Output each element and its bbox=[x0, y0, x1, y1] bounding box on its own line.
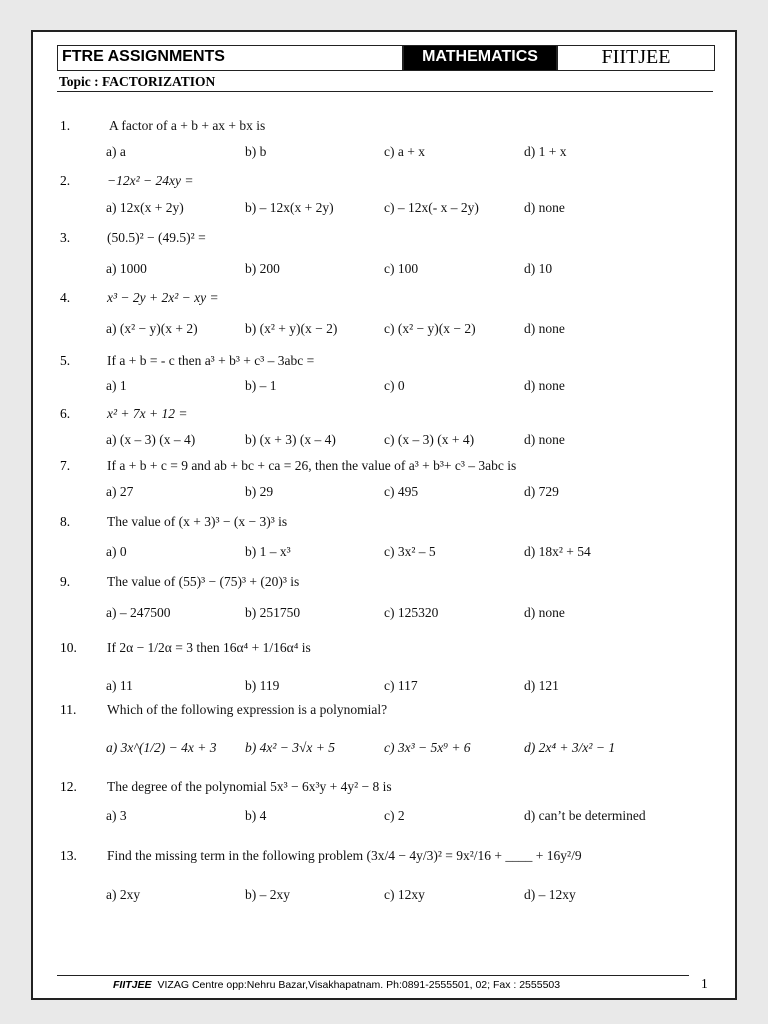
question-number: 8. bbox=[60, 514, 71, 529]
option-b: b) (x + 3) (x – 4) bbox=[245, 432, 336, 447]
option-b: b) (x² + y)(x − 2) bbox=[245, 321, 338, 336]
option-b: b) – 12x(x + 2y) bbox=[245, 200, 334, 215]
question-stem: The value of (x + 3)³ − (x − 3)³ is bbox=[107, 514, 288, 529]
brand-label: FIITJEE bbox=[557, 45, 715, 71]
question-number: 12. bbox=[60, 779, 77, 794]
topic-divider bbox=[57, 91, 713, 92]
option-a: a) a bbox=[106, 144, 126, 159]
option-b: b) 119 bbox=[245, 678, 280, 693]
question-number: 6. bbox=[60, 406, 71, 421]
page-number: 1 bbox=[701, 976, 708, 991]
question-stem: −12x² − 24xy = bbox=[107, 173, 194, 188]
option-a: a) 1 bbox=[106, 378, 127, 393]
question-number: 1. bbox=[60, 118, 71, 133]
subject-label: MATHEMATICS bbox=[403, 45, 557, 71]
option-c: c) 117 bbox=[384, 678, 418, 693]
option-c: c) 100 bbox=[384, 261, 419, 276]
option-a: a) 2xy bbox=[106, 887, 141, 902]
option-d: d) 121 bbox=[524, 678, 559, 693]
option-b: b) – 2xy bbox=[245, 887, 290, 902]
footer-address bbox=[113, 979, 560, 991]
option-b: b) 200 bbox=[245, 261, 280, 276]
option-c: c) 2 bbox=[384, 808, 405, 823]
question-stem: Which of the following expression is a polynomial? bbox=[107, 702, 388, 717]
question-number: 13. bbox=[60, 848, 77, 863]
option-d: d) 18x² + 54 bbox=[524, 544, 591, 559]
question-number: 5. bbox=[60, 353, 71, 368]
option-a: a) 27 bbox=[106, 484, 134, 499]
option-a: a) – 247500 bbox=[106, 605, 171, 620]
option-c: c) 495 bbox=[384, 484, 419, 499]
option-c: c) 0 bbox=[384, 378, 405, 393]
question-stem: If a + b + c = 9 and ab + bc + ca = 26, then the value of a³ + b³+ c³ – 3abc is bbox=[107, 458, 517, 473]
option-d: d) can’t be determined bbox=[524, 808, 646, 823]
option-d: d) – 12xy bbox=[524, 887, 576, 902]
option-b: b) 251750 bbox=[245, 605, 301, 620]
option-a: a) (x – 3) (x – 4) bbox=[106, 432, 196, 447]
option-a: a) 0 bbox=[106, 544, 127, 559]
question-number: 10. bbox=[60, 640, 77, 655]
question-stem: If 2α − 1/2α = 3 then 16α⁴ + 1/16α⁴ is bbox=[107, 640, 311, 655]
option-d: d) none bbox=[524, 605, 565, 620]
option-d: d) none bbox=[524, 378, 565, 393]
option-d: d) 2x⁴ + 3/x² − 1 bbox=[524, 740, 616, 755]
option-d: d) none bbox=[524, 432, 565, 447]
option-b: b) 4x² − 3√x + 5 bbox=[245, 740, 336, 755]
question-number: 9. bbox=[60, 574, 71, 589]
option-a: a) 11 bbox=[106, 678, 133, 693]
option-d: d) 10 bbox=[524, 261, 553, 276]
option-c: c) a + x bbox=[384, 144, 425, 159]
question-number: 4. bbox=[60, 290, 71, 305]
question-stem: x² + 7x + 12 = bbox=[107, 406, 188, 421]
option-a: a) 3x^(1/2) − 4x + 3 bbox=[106, 740, 217, 755]
option-d: d) 729 bbox=[524, 484, 559, 499]
question-stem: x³ − 2y + 2x² − xy = bbox=[107, 290, 219, 305]
question-stem: If a + b = - c then a³ + b³ + c³ – 3abc = bbox=[107, 353, 315, 368]
question-stem: The value of (55)³ − (75)³ + (20)³ is bbox=[107, 574, 300, 589]
option-b: b) b bbox=[245, 144, 267, 159]
option-c: c) – 12x(- x – 2y) bbox=[384, 200, 479, 215]
question-number: 3. bbox=[60, 230, 71, 245]
footer-divider bbox=[57, 975, 689, 976]
option-b: b) 1 – x³ bbox=[245, 544, 291, 559]
option-c: c) (x – 3) (x + 4) bbox=[384, 432, 475, 447]
footer-address-text: VIZAG Centre opp:Nehru Bazar,Visakhapatnam. Ph:0891-2555501, 02; Fax : 2555503 bbox=[157, 979, 561, 991]
option-c: c) 3x² – 5 bbox=[384, 544, 436, 559]
series-title: FTRE ASSIGNMENTS bbox=[57, 45, 403, 71]
question-number: 2. bbox=[60, 173, 71, 188]
option-a: a) (x² − y)(x + 2) bbox=[106, 321, 198, 336]
option-d: d) none bbox=[524, 321, 565, 336]
option-d: d) none bbox=[524, 200, 565, 215]
question-stem: Find the missing term in the following problem (3x/4 − 4y/3)² = 9x²/16 + ____ + 16y²/9 bbox=[107, 848, 582, 863]
question-number: 11. bbox=[60, 702, 77, 717]
option-c: c) 12xy bbox=[384, 887, 425, 902]
option-d: d) 1 + x bbox=[524, 144, 567, 159]
question-number: 7. bbox=[60, 458, 71, 473]
topic-line: Topic : FACTORIZATION bbox=[59, 74, 216, 89]
option-a: a) 12x(x + 2y) bbox=[106, 200, 184, 215]
footer-logo: FIITJEE bbox=[113, 979, 152, 991]
question-stem: (50.5)² − (49.5)² = bbox=[107, 230, 206, 245]
worksheet-page bbox=[31, 30, 737, 1000]
question-stem: A factor of a + b + ax + bx is bbox=[109, 118, 266, 133]
option-a: a) 3 bbox=[106, 808, 127, 823]
option-c: c) 3x³ − 5x⁹ + 6 bbox=[384, 740, 471, 755]
option-c: c) 125320 bbox=[384, 605, 439, 620]
question-stem: The degree of the polynomial 5x³ − 6x³y + 4y² − 8 is bbox=[107, 779, 392, 794]
option-c: c) (x² − y)(x − 2) bbox=[384, 321, 476, 336]
option-b: b) 4 bbox=[245, 808, 267, 823]
option-a: a) 1000 bbox=[106, 261, 147, 276]
option-b: b) – 1 bbox=[245, 378, 277, 393]
option-b: b) 29 bbox=[245, 484, 274, 499]
